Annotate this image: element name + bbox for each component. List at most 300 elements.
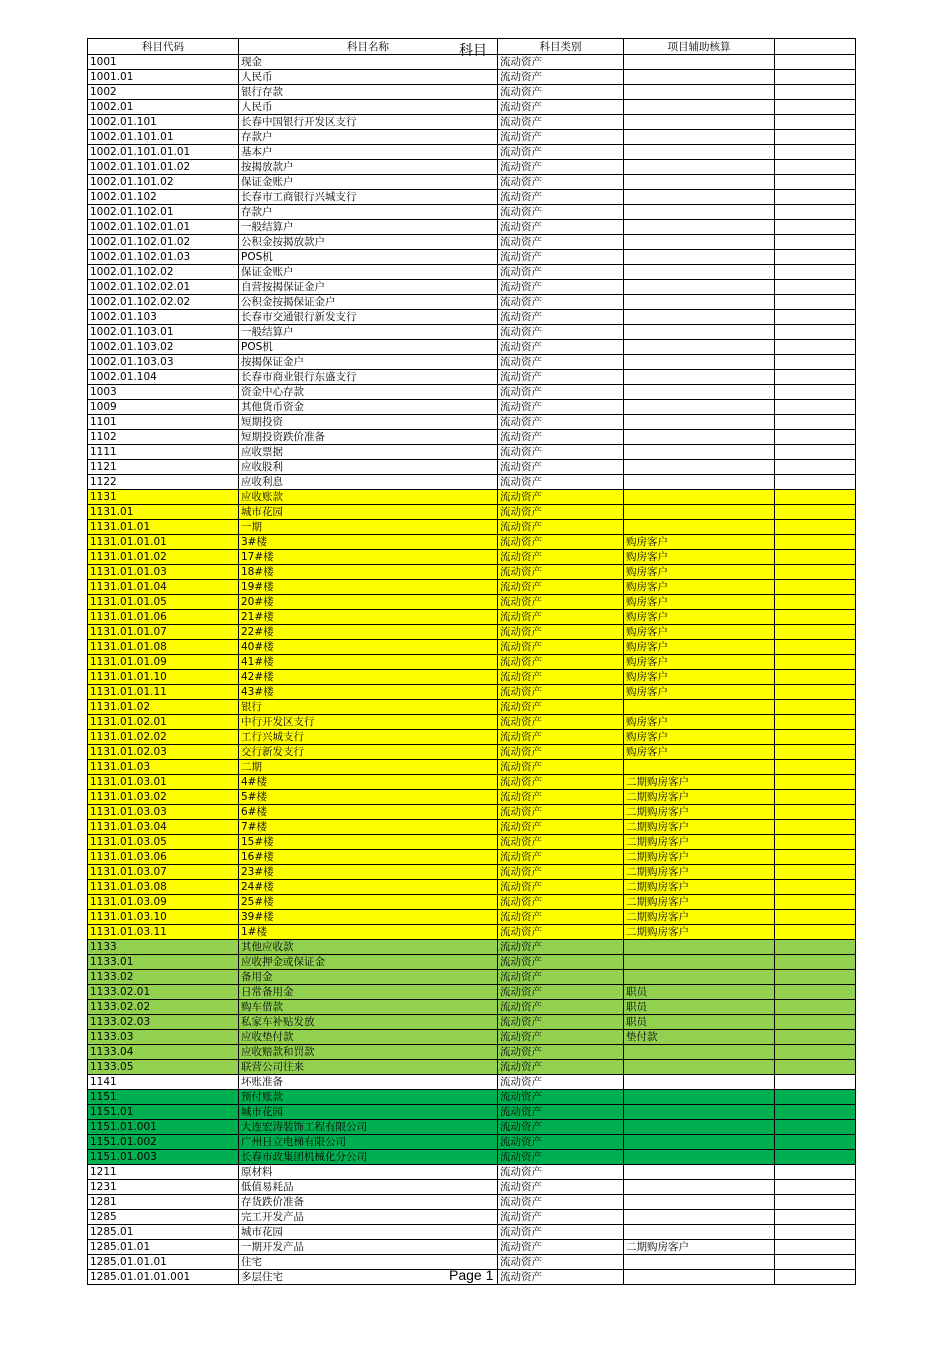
table-row (88, 280, 856, 295)
cell-code: 1002.01.102.02.01 (88, 280, 239, 295)
cell-aux (624, 700, 775, 715)
cell-category: 流动资产 (498, 400, 624, 415)
cell-extra (775, 1105, 856, 1120)
cell-name: 城市花园 (239, 1225, 498, 1240)
cell-aux (624, 160, 775, 175)
cell-category: 流动资产 (498, 865, 624, 880)
table-row (88, 1240, 856, 1255)
table-row (88, 1135, 856, 1150)
cell-extra (775, 1075, 856, 1090)
cell-code: 1131.01.03.11 (88, 925, 239, 940)
cell-category: 流动资产 (498, 175, 624, 190)
cell-category: 流动资产 (498, 505, 624, 520)
cell-name: 联营公司往来 (239, 1060, 498, 1075)
cell-code: 1131.01.02 (88, 700, 239, 715)
cell-code: 1131.01.03.07 (88, 865, 239, 880)
cell-code: 1002.01.102.01 (88, 205, 239, 220)
table-row (88, 565, 856, 580)
cell-name: 银行存款 (239, 85, 498, 100)
cell-code: 1151 (88, 1090, 239, 1105)
cell-extra (775, 1030, 856, 1045)
cell-name: 20#楼 (239, 595, 498, 610)
cell-code: 1131.01.03.05 (88, 835, 239, 850)
cell-code: 1009 (88, 400, 239, 415)
cell-code: 1101 (88, 415, 239, 430)
cell-category: 流动资产 (498, 1090, 624, 1105)
cell-code: 1131.01.01.04 (88, 580, 239, 595)
cell-category: 流动资产 (498, 835, 624, 850)
cell-name: 4#楼 (239, 775, 498, 790)
cell-code: 1131.01.01.06 (88, 610, 239, 625)
cell-extra (775, 865, 856, 880)
cell-aux: 职员 (624, 1000, 775, 1015)
cell-category: 流动资产 (498, 805, 624, 820)
cell-aux (624, 385, 775, 400)
cell-category: 流动资产 (498, 220, 624, 235)
cell-name: 41#楼 (239, 655, 498, 670)
table-row (88, 1045, 856, 1060)
cell-code: 1131.01.01.07 (88, 625, 239, 640)
cell-aux: 购房客户 (624, 625, 775, 640)
cell-category: 流动资产 (498, 415, 624, 430)
cell-name: 保证金账户 (239, 175, 498, 190)
cell-name: 完工开发产品 (239, 1210, 498, 1225)
cell-extra (775, 175, 856, 190)
cell-extra (775, 550, 856, 565)
cell-aux (624, 370, 775, 385)
cell-code: 1131.01.03.08 (88, 880, 239, 895)
table-row (88, 610, 856, 625)
cell-code: 1131.01.02.01 (88, 715, 239, 730)
cell-aux (624, 1150, 775, 1165)
header-extra (775, 39, 856, 55)
cell-aux (624, 1105, 775, 1120)
table-row (88, 190, 856, 205)
cell-name: 银行 (239, 700, 498, 715)
table-row (88, 640, 856, 655)
cell-extra (775, 1060, 856, 1075)
table-row (88, 595, 856, 610)
cell-name: 24#楼 (239, 880, 498, 895)
cell-name: 保证金账户 (239, 265, 498, 280)
cell-code: 1002.01.102.02.02 (88, 295, 239, 310)
cell-category: 流动资产 (498, 115, 624, 130)
cell-category: 流动资产 (498, 820, 624, 835)
cell-code: 1131.01.01.09 (88, 655, 239, 670)
cell-extra (775, 955, 856, 970)
cell-code: 1131.01.03.02 (88, 790, 239, 805)
cell-code: 1131.01.01 (88, 520, 239, 535)
table-row (88, 145, 856, 160)
cell-aux (624, 55, 775, 70)
table-row (88, 1000, 856, 1015)
cell-name: 长春市商业银行东盛支行 (239, 370, 498, 385)
cell-aux: 二期购房客户 (624, 820, 775, 835)
cell-extra (775, 820, 856, 835)
cell-category: 流动资产 (498, 640, 624, 655)
cell-name: 城市花园 (239, 505, 498, 520)
cell-name: 3#楼 (239, 535, 498, 550)
cell-aux: 二期购房客户 (624, 895, 775, 910)
cell-category: 流动资产 (498, 100, 624, 115)
table-row (88, 805, 856, 820)
cell-extra (775, 430, 856, 445)
cell-code: 1133.02.03 (88, 1015, 239, 1030)
table-row (88, 250, 856, 265)
cell-code: 1133.02 (88, 970, 239, 985)
table-row (88, 295, 856, 310)
cell-aux: 二期购房客户 (624, 805, 775, 820)
cell-category: 流动资产 (498, 535, 624, 550)
table-row (88, 1150, 856, 1165)
table-row (88, 100, 856, 115)
cell-code: 1131 (88, 490, 239, 505)
cell-category: 流动资产 (498, 550, 624, 565)
cell-aux (624, 1045, 775, 1060)
table-row (88, 1015, 856, 1030)
cell-name: 人民币 (239, 70, 498, 85)
cell-category: 流动资产 (498, 565, 624, 580)
cell-code: 1285.01.01 (88, 1240, 239, 1255)
cell-extra (775, 595, 856, 610)
cell-extra (775, 55, 856, 70)
cell-extra (775, 70, 856, 85)
cell-name: 住宅 (239, 1255, 498, 1270)
table-row (88, 775, 856, 790)
header-aux: 项目辅助核算 (624, 39, 775, 55)
cell-aux: 二期购房客户 (624, 1240, 775, 1255)
cell-category: 流动资产 (498, 55, 624, 70)
cell-category: 流动资产 (498, 190, 624, 205)
cell-code: 1003 (88, 385, 239, 400)
cell-aux: 购房客户 (624, 565, 775, 580)
cell-category: 流动资产 (498, 385, 624, 400)
cell-extra (775, 190, 856, 205)
cell-code: 1131.01.01.03 (88, 565, 239, 580)
cell-name: 17#楼 (239, 550, 498, 565)
table-row (88, 385, 856, 400)
cell-extra (775, 850, 856, 865)
cell-aux: 二期购房客户 (624, 880, 775, 895)
cell-aux (624, 325, 775, 340)
cell-category: 流动资产 (498, 1240, 624, 1255)
cell-code: 1002.01.103.01 (88, 325, 239, 340)
table-row (88, 1120, 856, 1135)
cell-code: 1001 (88, 55, 239, 70)
table-row (88, 490, 856, 505)
table-row (88, 520, 856, 535)
cell-category: 流动资产 (498, 1195, 624, 1210)
cell-category: 流动资产 (498, 655, 624, 670)
table-row (88, 1090, 856, 1105)
cell-extra (775, 310, 856, 325)
cell-extra (775, 655, 856, 670)
cell-name: 中行开发区支行 (239, 715, 498, 730)
cell-code: 1141 (88, 1075, 239, 1090)
cell-name: 7#楼 (239, 820, 498, 835)
cell-code: 1002.01.102.01.03 (88, 250, 239, 265)
cell-category: 流动资产 (498, 1105, 624, 1120)
cell-name: 二期 (239, 760, 498, 775)
cell-category: 流动资产 (498, 940, 624, 955)
table-row (88, 715, 856, 730)
cell-extra (775, 115, 856, 130)
cell-aux (624, 280, 775, 295)
cell-name: 应收押金或保证金 (239, 955, 498, 970)
cell-category: 流动资产 (498, 700, 624, 715)
table-row (88, 430, 856, 445)
table-row (88, 625, 856, 640)
table-row (88, 400, 856, 415)
cell-category: 流动资产 (498, 235, 624, 250)
cell-category: 流动资产 (498, 1015, 624, 1030)
cell-category: 流动资产 (498, 445, 624, 460)
cell-extra (775, 460, 856, 475)
cell-aux (624, 970, 775, 985)
cell-code: 1131.01.03.03 (88, 805, 239, 820)
cell-category: 流动资产 (498, 850, 624, 865)
table-row (88, 1030, 856, 1045)
cell-aux (624, 1180, 775, 1195)
table-row (88, 820, 856, 835)
cell-category: 流动资产 (498, 1000, 624, 1015)
table-row (88, 685, 856, 700)
cell-category: 流动资产 (498, 1120, 624, 1135)
cell-category: 流动资产 (498, 310, 624, 325)
table-row (88, 790, 856, 805)
cell-code: 1285.01.01.01 (88, 1255, 239, 1270)
cell-extra (775, 1270, 856, 1285)
table-row (88, 85, 856, 100)
cell-extra (775, 445, 856, 460)
cell-category: 流动资产 (498, 1180, 624, 1195)
cell-name: 应收垫付款 (239, 1030, 498, 1045)
cell-name: 城市花园 (239, 1105, 498, 1120)
cell-extra (775, 640, 856, 655)
cell-category: 流动资产 (498, 145, 624, 160)
table-row (88, 160, 856, 175)
cell-category: 流动资产 (498, 355, 624, 370)
table-row (88, 235, 856, 250)
cell-category: 流动资产 (498, 760, 624, 775)
cell-extra (775, 85, 856, 100)
cell-name: 43#楼 (239, 685, 498, 700)
cell-code: 1133.01 (88, 955, 239, 970)
cell-aux: 购房客户 (624, 715, 775, 730)
cell-extra (775, 730, 856, 745)
cell-code: 1002 (88, 85, 239, 100)
cell-aux: 二期购房客户 (624, 775, 775, 790)
cell-category: 流动资产 (498, 325, 624, 340)
cell-category: 流动资产 (498, 970, 624, 985)
cell-name: 基本户 (239, 145, 498, 160)
cell-code: 1002.01.102.01.02 (88, 235, 239, 250)
cell-extra (775, 160, 856, 175)
cell-aux: 二期购房客户 (624, 790, 775, 805)
cell-category: 流动资产 (498, 1135, 624, 1150)
cell-category: 流动资产 (498, 250, 624, 265)
cell-name: 公积金按揭放款户 (239, 235, 498, 250)
cell-name: 5#楼 (239, 790, 498, 805)
sheet-title: 科目 (459, 43, 487, 59)
table-row (88, 370, 856, 385)
cell-name: 工行兴城支行 (239, 730, 498, 745)
cell-name: 一般结算户 (239, 325, 498, 340)
cell-category: 流动资产 (498, 475, 624, 490)
cell-code: 1285 (88, 1210, 239, 1225)
cell-name: 广州日立电梯有限公司 (239, 1135, 498, 1150)
cell-aux: 二期购房客户 (624, 865, 775, 880)
cell-extra (775, 895, 856, 910)
cell-extra (775, 1090, 856, 1105)
account-table (87, 38, 856, 1285)
cell-extra (775, 1180, 856, 1195)
cell-code: 1133 (88, 940, 239, 955)
cell-code: 1131.01.03.01 (88, 775, 239, 790)
cell-aux (624, 295, 775, 310)
cell-aux: 二期购房客户 (624, 925, 775, 940)
cell-category: 流动资产 (498, 280, 624, 295)
cell-extra (775, 760, 856, 775)
cell-name: 坏账准备 (239, 1075, 498, 1090)
cell-aux: 垫付款 (624, 1030, 775, 1045)
cell-name: 按揭保证金户 (239, 355, 498, 370)
cell-code: 1002.01.101 (88, 115, 239, 130)
cell-category: 流动资产 (498, 520, 624, 535)
cell-aux (624, 1225, 775, 1240)
cell-aux (624, 310, 775, 325)
cell-name: 长春市政集团机械化分公司 (239, 1150, 498, 1165)
cell-code: 1002.01.103 (88, 310, 239, 325)
cell-code: 1131.01.02.03 (88, 745, 239, 760)
cell-aux (624, 265, 775, 280)
cell-extra (775, 1165, 856, 1180)
table-row (88, 865, 856, 880)
cell-category: 流动资产 (498, 595, 624, 610)
cell-aux: 购房客户 (624, 610, 775, 625)
cell-extra (775, 1210, 856, 1225)
spreadsheet (87, 38, 855, 1285)
cell-name: 预付账款 (239, 1090, 498, 1105)
cell-code: 1133.02.01 (88, 985, 239, 1000)
cell-extra (775, 1045, 856, 1060)
cell-category: 流动资产 (498, 1150, 624, 1165)
table-row (88, 1165, 856, 1180)
cell-code: 1133.04 (88, 1045, 239, 1060)
cell-aux (624, 490, 775, 505)
cell-code: 1133.02.02 (88, 1000, 239, 1015)
cell-extra (775, 985, 856, 1000)
table-row (88, 1210, 856, 1225)
cell-name: 长春市工商银行兴城支行 (239, 190, 498, 205)
cell-extra (775, 580, 856, 595)
cell-aux (624, 1255, 775, 1270)
cell-extra (775, 220, 856, 235)
cell-aux (624, 190, 775, 205)
table-row (88, 1075, 856, 1090)
cell-code: 1151.01.003 (88, 1150, 239, 1165)
cell-category: 流动资产 (498, 130, 624, 145)
table-row (88, 1225, 856, 1240)
cell-name: 16#楼 (239, 850, 498, 865)
table-row (88, 70, 856, 85)
cell-aux: 二期购房客户 (624, 910, 775, 925)
cell-code: 1211 (88, 1165, 239, 1180)
table-row (88, 850, 856, 865)
cell-extra (775, 1000, 856, 1015)
cell-aux (624, 250, 775, 265)
cell-name: 一期 (239, 520, 498, 535)
table-row (88, 970, 856, 985)
table-row (88, 505, 856, 520)
cell-code: 1001.01 (88, 70, 239, 85)
cell-category: 流动资产 (498, 790, 624, 805)
cell-aux (624, 1165, 775, 1180)
cell-name: 存款户 (239, 205, 498, 220)
cell-name: 购车借款 (239, 1000, 498, 1015)
page-label: Page 1 (449, 1267, 494, 1283)
table-row (88, 475, 856, 490)
cell-extra (775, 745, 856, 760)
cell-code: 1131.01.02.02 (88, 730, 239, 745)
table-row (88, 115, 856, 130)
cell-name: 交行新发支行 (239, 745, 498, 760)
cell-extra (775, 100, 856, 115)
cell-aux: 购房客户 (624, 640, 775, 655)
table-row (88, 355, 856, 370)
cell-name: POS机 (239, 250, 498, 265)
cell-code: 1002.01.102.02 (88, 265, 239, 280)
cell-category: 流动资产 (498, 610, 624, 625)
cell-category: 流动资产 (498, 490, 624, 505)
cell-extra (775, 340, 856, 355)
cell-aux: 购房客户 (624, 595, 775, 610)
cell-extra (775, 265, 856, 280)
cell-aux (624, 520, 775, 535)
cell-extra (775, 505, 856, 520)
cell-category: 流动资产 (498, 370, 624, 385)
cell-aux (624, 1270, 775, 1285)
cell-category: 流动资产 (498, 880, 624, 895)
table-row (88, 130, 856, 145)
cell-aux: 购房客户 (624, 685, 775, 700)
cell-aux (624, 70, 775, 85)
cell-name: 应收利息 (239, 475, 498, 490)
cell-category: 流动资产 (498, 1075, 624, 1090)
cell-extra (775, 520, 856, 535)
cell-name: 多层住宅 (239, 1270, 498, 1285)
cell-extra (775, 280, 856, 295)
cell-aux (624, 1090, 775, 1105)
cell-aux (624, 130, 775, 145)
cell-category: 流动资产 (498, 715, 624, 730)
cell-name: 15#楼 (239, 835, 498, 850)
cell-aux (624, 400, 775, 415)
cell-extra (775, 1255, 856, 1270)
cell-code: 1131.01.03.10 (88, 910, 239, 925)
cell-code: 1131.01.03.06 (88, 850, 239, 865)
cell-aux (624, 235, 775, 250)
cell-code: 1131.01.01.02 (88, 550, 239, 565)
cell-name: 23#楼 (239, 865, 498, 880)
table-row (88, 325, 856, 340)
cell-category: 流动资产 (498, 295, 624, 310)
cell-aux: 购房客户 (624, 730, 775, 745)
cell-extra (775, 490, 856, 505)
cell-code: 1002.01.103.03 (88, 355, 239, 370)
cell-aux (624, 205, 775, 220)
cell-extra (775, 610, 856, 625)
